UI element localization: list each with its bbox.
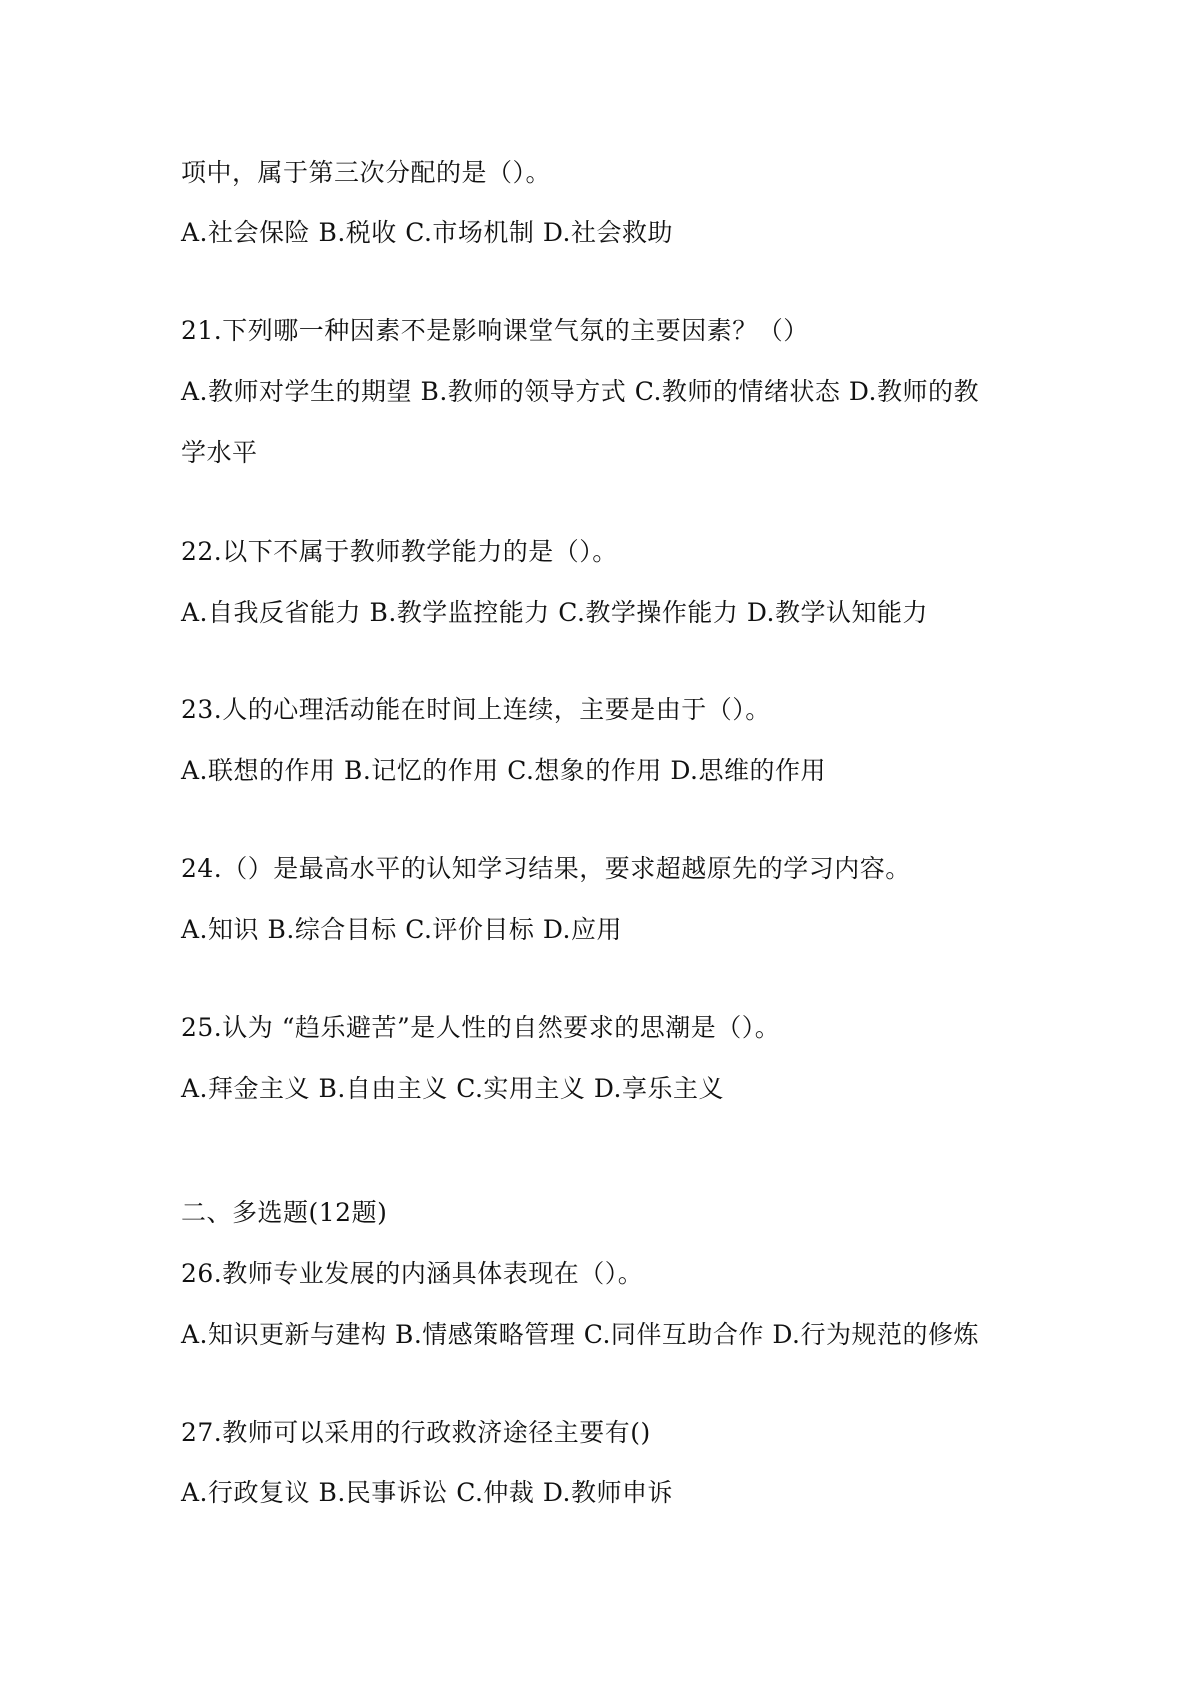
question-24-stem: 24.（）是最高水平的认知学习结果，要求超越原先的学习内容。 — [181, 854, 911, 883]
question-23-options: A.联想的作用 B.记忆的作用 C.想象的作用 D.思维的作用 — [181, 756, 826, 785]
question-25-options: A.拜金主义 B.自由主义 C.实用主义 D.享乐主义 — [181, 1074, 724, 1103]
question-22-options: A.自我反省能力 B.教学监控能力 C.教学操作能力 D.教学认知能力 — [181, 598, 928, 627]
question-22-stem: 22.以下不属于教师教学能力的是（）。 — [181, 537, 618, 566]
section-heading-multiple-choice: 二、多选题(12题) — [181, 1198, 388, 1227]
question-21-stem: 21.下列哪一种因素不是影响课堂气氛的主要因素？（） — [181, 316, 809, 345]
question-20-options: A.社会保险 B.税收 C.市场机制 D.社会救助 — [181, 218, 673, 247]
question-24-options: A.知识 B.综合目标 C.评价目标 D.应用 — [181, 915, 622, 944]
question-20-stem-continuation: 项中，属于第三次分配的是（）。 — [181, 158, 552, 187]
question-21-options: A.教师对学生的期望 B.教师的领导方式 C.教师的情绪状态 D.教师的教 — [181, 377, 979, 406]
question-23-stem: 23.人的心理活动能在时间上连续，主要是由于（）。 — [181, 695, 771, 724]
question-27-options: A.行政复议 B.民事诉讼 C.仲裁 D.教师申诉 — [181, 1478, 673, 1507]
question-27-stem: 27.教师可以采用的行政救济途径主要有() — [181, 1418, 651, 1447]
question-26-options: A.知识更新与建构 B.情感策略管理 C.同伴互助合作 D.行为规范的修炼 — [181, 1320, 979, 1349]
question-26-stem: 26.教师专业发展的内涵具体表现在（）。 — [181, 1259, 644, 1288]
question-21-options-continuation: 学水平 — [181, 438, 258, 467]
question-25-stem: 25.认为 “趋乐避苦”是人性的自然要求的思潮是（）。 — [181, 1013, 781, 1042]
